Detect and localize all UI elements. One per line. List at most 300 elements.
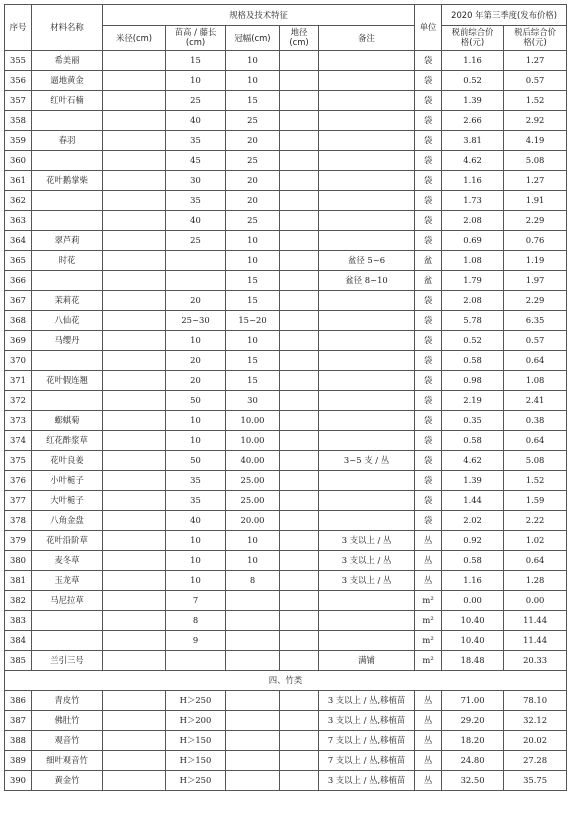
cell-price-posttax: 1.27 (504, 51, 567, 71)
cell-crown: 20 (226, 131, 280, 151)
cell-note (319, 211, 415, 231)
cell-height: 50 (166, 451, 226, 471)
table-row (5, 51, 567, 71)
cell-price-posttax: 11.44 (504, 631, 567, 651)
cell-name: 茉莉花 (32, 291, 103, 311)
cell-mijing (103, 551, 166, 571)
cell-dijing (280, 711, 319, 731)
cell-no: 368 (5, 311, 32, 331)
cell-no: 384 (5, 631, 32, 651)
cell-price-posttax: 35.75 (504, 771, 567, 791)
cell-note (319, 591, 415, 611)
cell-price-pretax: 0.58 (442, 351, 504, 371)
header-material: 材料名称 (32, 5, 103, 51)
cell-mijing (103, 171, 166, 191)
cell-crown: 30 (226, 391, 280, 411)
cell-price-pretax: 0.52 (442, 71, 504, 91)
cell-unit: 袋 (415, 111, 442, 131)
cell-name (32, 391, 103, 411)
cell-note (319, 151, 415, 171)
cell-mijing (103, 491, 166, 511)
cell-no: 377 (5, 491, 32, 511)
cell-height: 10 (166, 571, 226, 591)
cell-price-pretax: 2.66 (442, 111, 504, 131)
cell-price-posttax: 1.91 (504, 191, 567, 211)
cell-name: 麦冬草 (32, 551, 103, 571)
header-mijing: 米径(cm) (103, 26, 166, 51)
cell-crown: 20 (226, 191, 280, 211)
cell-dijing (280, 431, 319, 451)
cell-note (319, 411, 415, 431)
cell-name (32, 611, 103, 631)
cell-note (319, 191, 415, 211)
cell-unit: m² (415, 591, 442, 611)
cell-price-pretax: 24.80 (442, 751, 504, 771)
cell-no: 371 (5, 371, 32, 391)
cell-name (32, 151, 103, 171)
cell-price-posttax: 11.44 (504, 611, 567, 631)
cell-crown: 25 (226, 151, 280, 171)
cell-unit: 袋 (415, 391, 442, 411)
cell-crown: 25 (226, 211, 280, 231)
cell-crown: 15 (226, 371, 280, 391)
table-row (5, 391, 567, 411)
cell-crown: 15 (226, 91, 280, 111)
cell-unit: 丛 (415, 571, 442, 591)
cell-unit: 袋 (415, 91, 442, 111)
cell-name (32, 351, 103, 371)
cell-no: 370 (5, 351, 32, 371)
table-row (5, 311, 567, 331)
cell-unit: 丛 (415, 531, 442, 551)
cell-mijing (103, 191, 166, 211)
cell-crown (226, 731, 280, 751)
cell-unit: 袋 (415, 451, 442, 471)
section-row (5, 671, 567, 691)
cell-mijing (103, 351, 166, 371)
cell-no: 372 (5, 391, 32, 411)
table-row (5, 491, 567, 511)
cell-name: 翠芦莉 (32, 231, 103, 251)
cell-note (319, 71, 415, 91)
cell-mijing (103, 211, 166, 231)
cell-note: 3 支以上 / 丛 (319, 531, 415, 551)
header-crown: 冠幅(cm) (226, 26, 280, 51)
cell-price-pretax: 0.69 (442, 231, 504, 251)
cell-height: 10 (166, 551, 226, 571)
cell-height: 40 (166, 111, 226, 131)
cell-height: 40 (166, 211, 226, 231)
cell-price-pretax: 1.08 (442, 251, 504, 271)
cell-crown (226, 591, 280, 611)
cell-dijing (280, 511, 319, 531)
cell-dijing (280, 451, 319, 471)
cell-price-pretax: 4.62 (442, 451, 504, 471)
table-row (5, 131, 567, 151)
cell-price-pretax: 3.81 (442, 131, 504, 151)
table-row (5, 471, 567, 491)
cell-note: 盆径 5~6 (319, 251, 415, 271)
cell-mijing (103, 751, 166, 771)
cell-mijing (103, 511, 166, 531)
cell-height: 45 (166, 151, 226, 171)
table-row (5, 511, 567, 531)
cell-unit: 丛 (415, 691, 442, 711)
cell-height: 25 (166, 91, 226, 111)
cell-mijing (103, 471, 166, 491)
cell-mijing (103, 571, 166, 591)
cell-unit: 袋 (415, 171, 442, 191)
cell-mijing (103, 651, 166, 671)
cell-price-pretax: 18.48 (442, 651, 504, 671)
cell-note (319, 311, 415, 331)
cell-crown (226, 771, 280, 791)
cell-price-pretax: 2.19 (442, 391, 504, 411)
cell-dijing (280, 571, 319, 591)
cell-price-posttax: 1.02 (504, 531, 567, 551)
cell-name (32, 211, 103, 231)
header-height: 苗高 / 藤长 (cm) (166, 26, 226, 51)
cell-no: 365 (5, 251, 32, 271)
cell-note: 7 支以上 / 丛,移植苗 (319, 751, 415, 771)
cell-note (319, 391, 415, 411)
cell-name: 希美丽 (32, 51, 103, 71)
cell-mijing (103, 51, 166, 71)
cell-height: H＞200 (166, 711, 226, 731)
table-row (5, 531, 567, 551)
cell-name: 红叶石楠 (32, 91, 103, 111)
cell-price-posttax: 0.64 (504, 431, 567, 451)
cell-price-pretax: 10.40 (442, 631, 504, 651)
header-note: 备注 (319, 26, 415, 51)
cell-price-pretax: 0.00 (442, 591, 504, 611)
cell-crown: 15 (226, 271, 280, 291)
cell-mijing (103, 611, 166, 631)
cell-name: 马尼拉草 (32, 591, 103, 611)
cell-dijing (280, 231, 319, 251)
cell-mijing (103, 391, 166, 411)
cell-height: 25 (166, 231, 226, 251)
cell-dijing (280, 311, 319, 331)
cell-note: 3 支以上 / 丛 (319, 551, 415, 571)
cell-no: 389 (5, 751, 32, 771)
cell-crown: 10 (226, 71, 280, 91)
cell-height: 35 (166, 471, 226, 491)
cell-crown: 8 (226, 571, 280, 591)
cell-price-posttax: 1.52 (504, 471, 567, 491)
cell-dijing (280, 211, 319, 231)
cell-name (32, 191, 103, 211)
cell-note (319, 171, 415, 191)
cell-unit: 袋 (415, 351, 442, 371)
cell-price-posttax: 20.33 (504, 651, 567, 671)
cell-note (319, 331, 415, 351)
cell-unit: 袋 (415, 471, 442, 491)
header-price-posttax: 税后综合价 格(元) (504, 26, 567, 51)
cell-dijing (280, 651, 319, 671)
cell-price-posttax: 1.08 (504, 371, 567, 391)
cell-name: 小叶栀子 (32, 471, 103, 491)
cell-mijing (103, 291, 166, 311)
cell-mijing (103, 271, 166, 291)
header-no: 序号 (5, 5, 32, 51)
cell-height: 20 (166, 291, 226, 311)
cell-dijing (280, 291, 319, 311)
cell-dijing (280, 131, 319, 151)
cell-note (319, 471, 415, 491)
cell-unit: 袋 (415, 491, 442, 511)
cell-note (319, 111, 415, 131)
cell-unit: 丛 (415, 551, 442, 571)
cell-mijing (103, 711, 166, 731)
table-header (5, 5, 567, 51)
cell-height: 50 (166, 391, 226, 411)
table-row (5, 291, 567, 311)
table-row (5, 691, 567, 711)
cell-note (319, 131, 415, 151)
cell-name: 花叶沿阶草 (32, 531, 103, 551)
cell-note (319, 91, 415, 111)
cell-unit: 袋 (415, 431, 442, 451)
cell-name: 八角金盘 (32, 511, 103, 531)
cell-unit: 盆 (415, 271, 442, 291)
cell-height (166, 271, 226, 291)
table-row (5, 211, 567, 231)
cell-price-posttax: 0.57 (504, 71, 567, 91)
cell-crown: 10 (226, 51, 280, 71)
cell-price-pretax: 1.16 (442, 571, 504, 591)
cell-height: H＞150 (166, 751, 226, 771)
cell-name: 观音竹 (32, 731, 103, 751)
cell-price-posttax: 32.12 (504, 711, 567, 731)
cell-dijing (280, 71, 319, 91)
cell-height: 10 (166, 331, 226, 351)
cell-crown: 10.00 (226, 411, 280, 431)
cell-price-pretax: 10.40 (442, 611, 504, 631)
cell-price-posttax: 0.76 (504, 231, 567, 251)
cell-no: 383 (5, 611, 32, 631)
cell-name: 时花 (32, 251, 103, 271)
cell-no: 357 (5, 91, 32, 111)
cell-dijing (280, 531, 319, 551)
cell-price-pretax: 1.16 (442, 171, 504, 191)
cell-name: 兰引三号 (32, 651, 103, 671)
cell-crown: 10 (226, 251, 280, 271)
cell-no: 367 (5, 291, 32, 311)
cell-dijing (280, 391, 319, 411)
cell-mijing (103, 331, 166, 351)
cell-no: 363 (5, 211, 32, 231)
cell-dijing (280, 191, 319, 211)
cell-price-posttax: 0.57 (504, 331, 567, 351)
cell-mijing (103, 91, 166, 111)
cell-height: 20 (166, 351, 226, 371)
cell-price-pretax: 1.39 (442, 471, 504, 491)
table-row (5, 651, 567, 671)
cell-crown (226, 631, 280, 651)
cell-price-pretax: 2.02 (442, 511, 504, 531)
cell-crown: 15 (226, 291, 280, 311)
cell-dijing (280, 151, 319, 171)
cell-price-posttax: 2.29 (504, 291, 567, 311)
cell-price-pretax: 2.08 (442, 211, 504, 231)
cell-no: 361 (5, 171, 32, 191)
cell-dijing (280, 751, 319, 771)
cell-crown: 15 (226, 351, 280, 371)
cell-price-posttax: 5.08 (504, 151, 567, 171)
cell-no: 362 (5, 191, 32, 211)
table-row (5, 751, 567, 771)
cell-name: 花叶鹅掌柴 (32, 171, 103, 191)
table-row (5, 451, 567, 471)
table-row (5, 111, 567, 131)
cell-name (32, 271, 103, 291)
cell-price-posttax: 1.27 (504, 171, 567, 191)
cell-note: 满铺 (319, 651, 415, 671)
cell-note: 3~5 支 / 丛 (319, 451, 415, 471)
cell-name: 玉龙草 (32, 571, 103, 591)
cell-dijing (280, 51, 319, 71)
cell-name: 青皮竹 (32, 691, 103, 711)
cell-name: 红花酢浆草 (32, 431, 103, 451)
cell-note: 3 支以上 / 丛,移植苗 (319, 711, 415, 731)
cell-mijing (103, 131, 166, 151)
cell-height: 7 (166, 591, 226, 611)
cell-crown: 10 (226, 331, 280, 351)
cell-price-pretax: 0.35 (442, 411, 504, 431)
cell-note (319, 631, 415, 651)
header-price-pretax: 税前综合价 格(元) (442, 26, 504, 51)
cell-crown (226, 711, 280, 731)
cell-dijing (280, 631, 319, 651)
cell-unit: 袋 (415, 51, 442, 71)
cell-no: 378 (5, 511, 32, 531)
cell-unit: 袋 (415, 291, 442, 311)
cell-price-posttax: 1.97 (504, 271, 567, 291)
cell-unit: 丛 (415, 711, 442, 731)
cell-price-pretax: 4.62 (442, 151, 504, 171)
cell-price-posttax: 0.64 (504, 351, 567, 371)
cell-unit: m² (415, 651, 442, 671)
cell-note (319, 431, 415, 451)
cell-no: 381 (5, 571, 32, 591)
cell-no: 356 (5, 71, 32, 91)
cell-height: 35 (166, 191, 226, 211)
cell-name: 花叶良姜 (32, 451, 103, 471)
cell-price-posttax: 1.59 (504, 491, 567, 511)
cell-height: 9 (166, 631, 226, 651)
cell-price-pretax: 1.39 (442, 91, 504, 111)
cell-crown: 10 (226, 531, 280, 551)
cell-unit: 丛 (415, 751, 442, 771)
cell-no: 369 (5, 331, 32, 351)
cell-price-posttax: 0.00 (504, 591, 567, 611)
cell-mijing (103, 591, 166, 611)
cell-note (319, 351, 415, 371)
cell-no: 385 (5, 651, 32, 671)
cell-note: 7 支以上 / 丛,移植苗 (319, 731, 415, 751)
cell-unit: m² (415, 611, 442, 631)
cell-no: 366 (5, 271, 32, 291)
cell-unit: 袋 (415, 191, 442, 211)
cell-price-posttax: 2.41 (504, 391, 567, 411)
header-unit: 单位 (415, 5, 442, 51)
table-row (5, 631, 567, 651)
cell-dijing (280, 491, 319, 511)
cell-height: 10 (166, 411, 226, 431)
cell-unit: 袋 (415, 71, 442, 91)
cell-height: H＞250 (166, 691, 226, 711)
cell-dijing (280, 691, 319, 711)
cell-mijing (103, 731, 166, 751)
cell-unit: 袋 (415, 511, 442, 531)
cell-price-pretax: 0.52 (442, 331, 504, 351)
table-row (5, 171, 567, 191)
cell-price-pretax: 1.16 (442, 51, 504, 71)
cell-name: 马缨丹 (32, 331, 103, 351)
cell-crown (226, 651, 280, 671)
cell-dijing (280, 731, 319, 751)
cell-name: 细叶观音竹 (32, 751, 103, 771)
cell-price-posttax: 2.92 (504, 111, 567, 131)
table-body-bamboo (5, 691, 567, 791)
cell-note (319, 291, 415, 311)
cell-dijing (280, 91, 319, 111)
cell-unit: 袋 (415, 371, 442, 391)
cell-note (319, 611, 415, 631)
cell-unit: 丛 (415, 771, 442, 791)
cell-crown: 25.00 (226, 471, 280, 491)
cell-height (166, 651, 226, 671)
cell-price-posttax: 1.52 (504, 91, 567, 111)
cell-mijing (103, 431, 166, 451)
cell-name: 蟛蜞菊 (32, 411, 103, 431)
cell-no: 386 (5, 691, 32, 711)
cell-note: 3 支以上 / 丛,移植苗 (319, 771, 415, 791)
table-row (5, 251, 567, 271)
table-row (5, 571, 567, 591)
cell-height: 15 (166, 51, 226, 71)
cell-height: H＞250 (166, 771, 226, 791)
cell-note: 3 支以上 / 丛,移植苗 (319, 691, 415, 711)
cell-unit: 袋 (415, 231, 442, 251)
section-title: 四、竹类 (5, 671, 567, 691)
cell-note: 盆径 8~10 (319, 271, 415, 291)
cell-no: 390 (5, 771, 32, 791)
table-row (5, 71, 567, 91)
cell-price-posttax: 20.02 (504, 731, 567, 751)
cell-price-pretax: 71.00 (442, 691, 504, 711)
cell-height: H＞150 (166, 731, 226, 751)
cell-unit: 丛 (415, 731, 442, 751)
cell-mijing (103, 151, 166, 171)
cell-name: 黄金竹 (32, 771, 103, 791)
cell-mijing (103, 691, 166, 711)
cell-name: 春羽 (32, 131, 103, 151)
cell-height: 35 (166, 491, 226, 511)
cell-dijing (280, 411, 319, 431)
table-row (5, 411, 567, 431)
cell-price-pretax: 0.58 (442, 431, 504, 451)
cell-price-posttax: 78.10 (504, 691, 567, 711)
cell-height (166, 251, 226, 271)
cell-price-pretax: 5.78 (442, 311, 504, 331)
cell-price-posttax: 1.28 (504, 571, 567, 591)
cell-height: 25~30 (166, 311, 226, 331)
table-row (5, 151, 567, 171)
cell-crown (226, 691, 280, 711)
cell-no: 360 (5, 151, 32, 171)
